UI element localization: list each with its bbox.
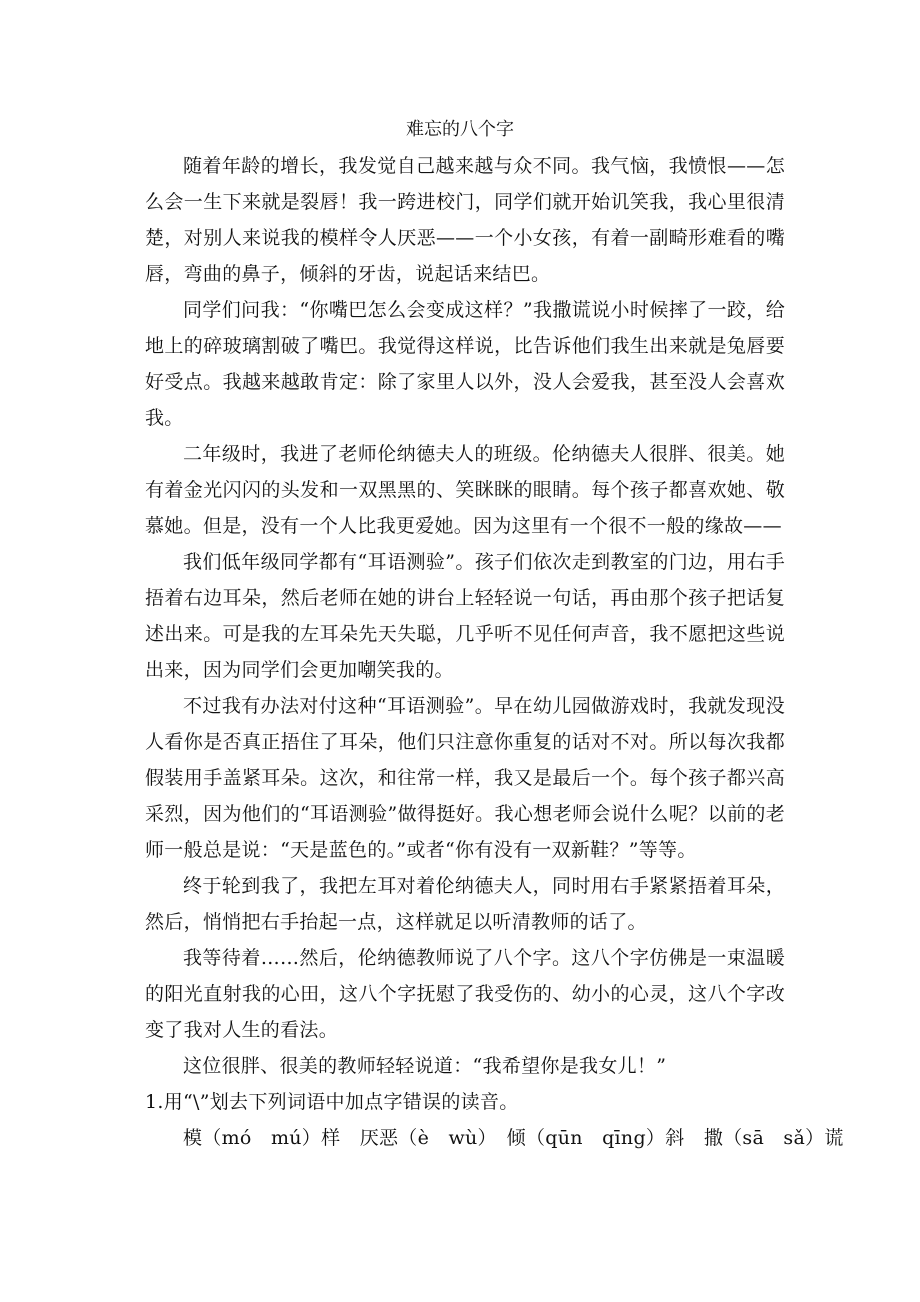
paragraph-8: 这位很胖、很美的教师轻轻说道：“我希望你是我女儿！” <box>183 1055 667 1077</box>
document-title: 难忘的八个字 <box>406 119 514 140</box>
paragraph-2: 同学们问我：“你嘴巴怎么会变成这样？”我撒谎说小时候摔了一跤，给地上的碎玻璃割破了嘴巴。我觉得这样说，比告诉他们我生出来就是兔唇要好受点。我越来越敢肯定：除了家里人以外，没人会爱我，甚至没人会喜欢我。 <box>145 299 785 429</box>
paragraph-3: 二年级时，我进了老师伦纳德夫人的班级。伦纳德夫人很胖、很美。她有着金光闪闪的头发和一双黑黑的、笑眯眯的眼睛。每个孩子都喜欢她、敬慕她。但是，没有一个人比我更爱她。因为这里有一个很不一般的缘故—— <box>145 443 785 537</box>
paragraph-7: 我等待着……然后，伦纳德教师说了八个字。这八个字仿佛是一束温暖的阳光直射我的心田，这八个字抚慰了我受伤的、幼小的心灵，这八个字改变了我对人生的看法。 <box>145 947 785 1041</box>
pinyin-options: 模（mó mú）样 厌恶（è wù） 倾（qūn qīng）斜 撒（sā sǎ）谎 <box>183 1127 844 1149</box>
question-1: 1.用“\”划去下列词语中加点字错误的读音。 <box>145 1091 519 1113</box>
paragraph-1: 随着年龄的增长，我发觉自己越来越与众不同。我气恼，我愤恨——怎么会一生下来就是裂唇！我一跨进校门，同学们就开始讥笑我，我心里很清楚，对别人来说我的模样令人厌恶——一个小女孩，有着一副畸形难看的嘴唇，弯曲的鼻子，倾斜的牙齿，说起话来结巴。 <box>145 155 785 285</box>
paragraph-6: 终于轮到我了，我把左耳对着伦纳德夫人，同时用右手紧紧捂着耳朵，然后，悄悄把右手抬起一点，这样就足以听清教师的话了。 <box>145 875 785 933</box>
paragraph-5: 不过我有办法对付这种“耳语测验”。早在幼儿园做游戏时，我就发现没人看你是否真正捂住了耳朵，他们只注意你重复的话对不对。所以每次我都假装用手盖紧耳朵。这次，和往常一样，我又是最后一个。每个孩子都兴高采烈，因为他们的“耳语测验”做得挺好。我心想老师会说什么呢？以前的老师一般总是说：“天是蓝色的。”或者“你有没有一双新鞋？”等等。 <box>145 695 785 861</box>
article-body <box>145 148 844 1156</box>
paragraph-4: 我们低年级同学都有“耳语测验”。孩子们依次走到教室的门边，用右手捂着右边耳朵，然后老师在她的讲台上轻轻说一句话，再由那个孩子把话复述出来。可是我的左耳朵先天失聪，几乎听不见任何声音，我不愿把这些说出来，因为同学们会更加嘲笑我的。 <box>145 551 785 681</box>
